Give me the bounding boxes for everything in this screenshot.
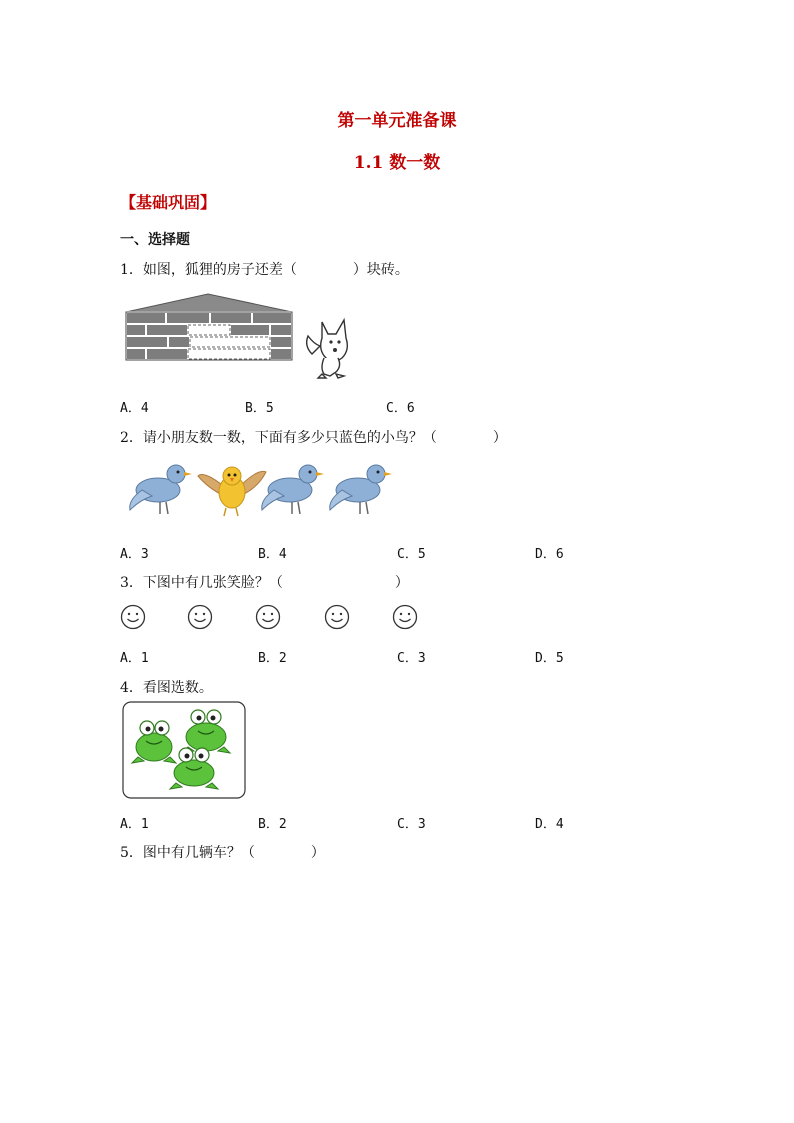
q2-option-a[interactable]: A．3 [120,547,149,562]
page-title: 第一单元准备课 [337,111,457,131]
part-heading: 一、选择题 [120,232,190,248]
q2-option-d[interactable]: D．6 [535,547,564,562]
page-subtitle: 1.1 数一数 [353,153,441,173]
smiley-face-icon [187,604,213,630]
question-5-text: 5．图中有几辆车？（ ） [120,845,325,861]
q2-option-b[interactable]: B．4 [258,547,287,562]
smiley-face-icon [120,604,146,630]
question-1-text: 1．如图，狐狸的房子还差（ ）块砖。 [120,262,409,278]
frog-picture [122,701,246,799]
blue-bird-icon [126,460,192,516]
q1-option-a[interactable]: A．4 [120,401,149,416]
fox-icon [302,316,358,380]
blue-bird-icon [258,460,324,516]
q4-option-b[interactable]: B．2 [258,817,287,832]
q3-option-c[interactable]: C．3 [397,651,426,666]
q1-option-b[interactable]: B．5 [245,401,274,416]
question-2-text: 2．请小朋友数一数，下面有多少只蓝色的小鸟？（ ） [120,430,507,446]
q4-option-a[interactable]: A．1 [120,817,149,832]
q3-option-b[interactable]: B．2 [258,651,287,666]
brick-house-icon [124,292,296,362]
question-4-text: 4．看图选数。 [120,680,213,696]
q1-option-c[interactable]: C．6 [386,401,415,416]
question-3-text: 3．下图中有几张笑脸？（ ） [120,575,409,591]
q3-option-d[interactable]: D．5 [535,651,564,666]
blue-bird-icon [326,460,392,516]
q2-option-c[interactable]: C．5 [397,547,426,562]
q4-option-d[interactable]: D．4 [535,817,564,832]
q4-option-c[interactable]: C．3 [397,817,426,832]
smiley-face-icon [392,604,418,630]
q3-option-a[interactable]: A．1 [120,651,149,666]
smiley-face-icon [255,604,281,630]
section-heading: 【基础巩固】 [120,193,217,212]
smiley-face-icon [324,604,350,630]
